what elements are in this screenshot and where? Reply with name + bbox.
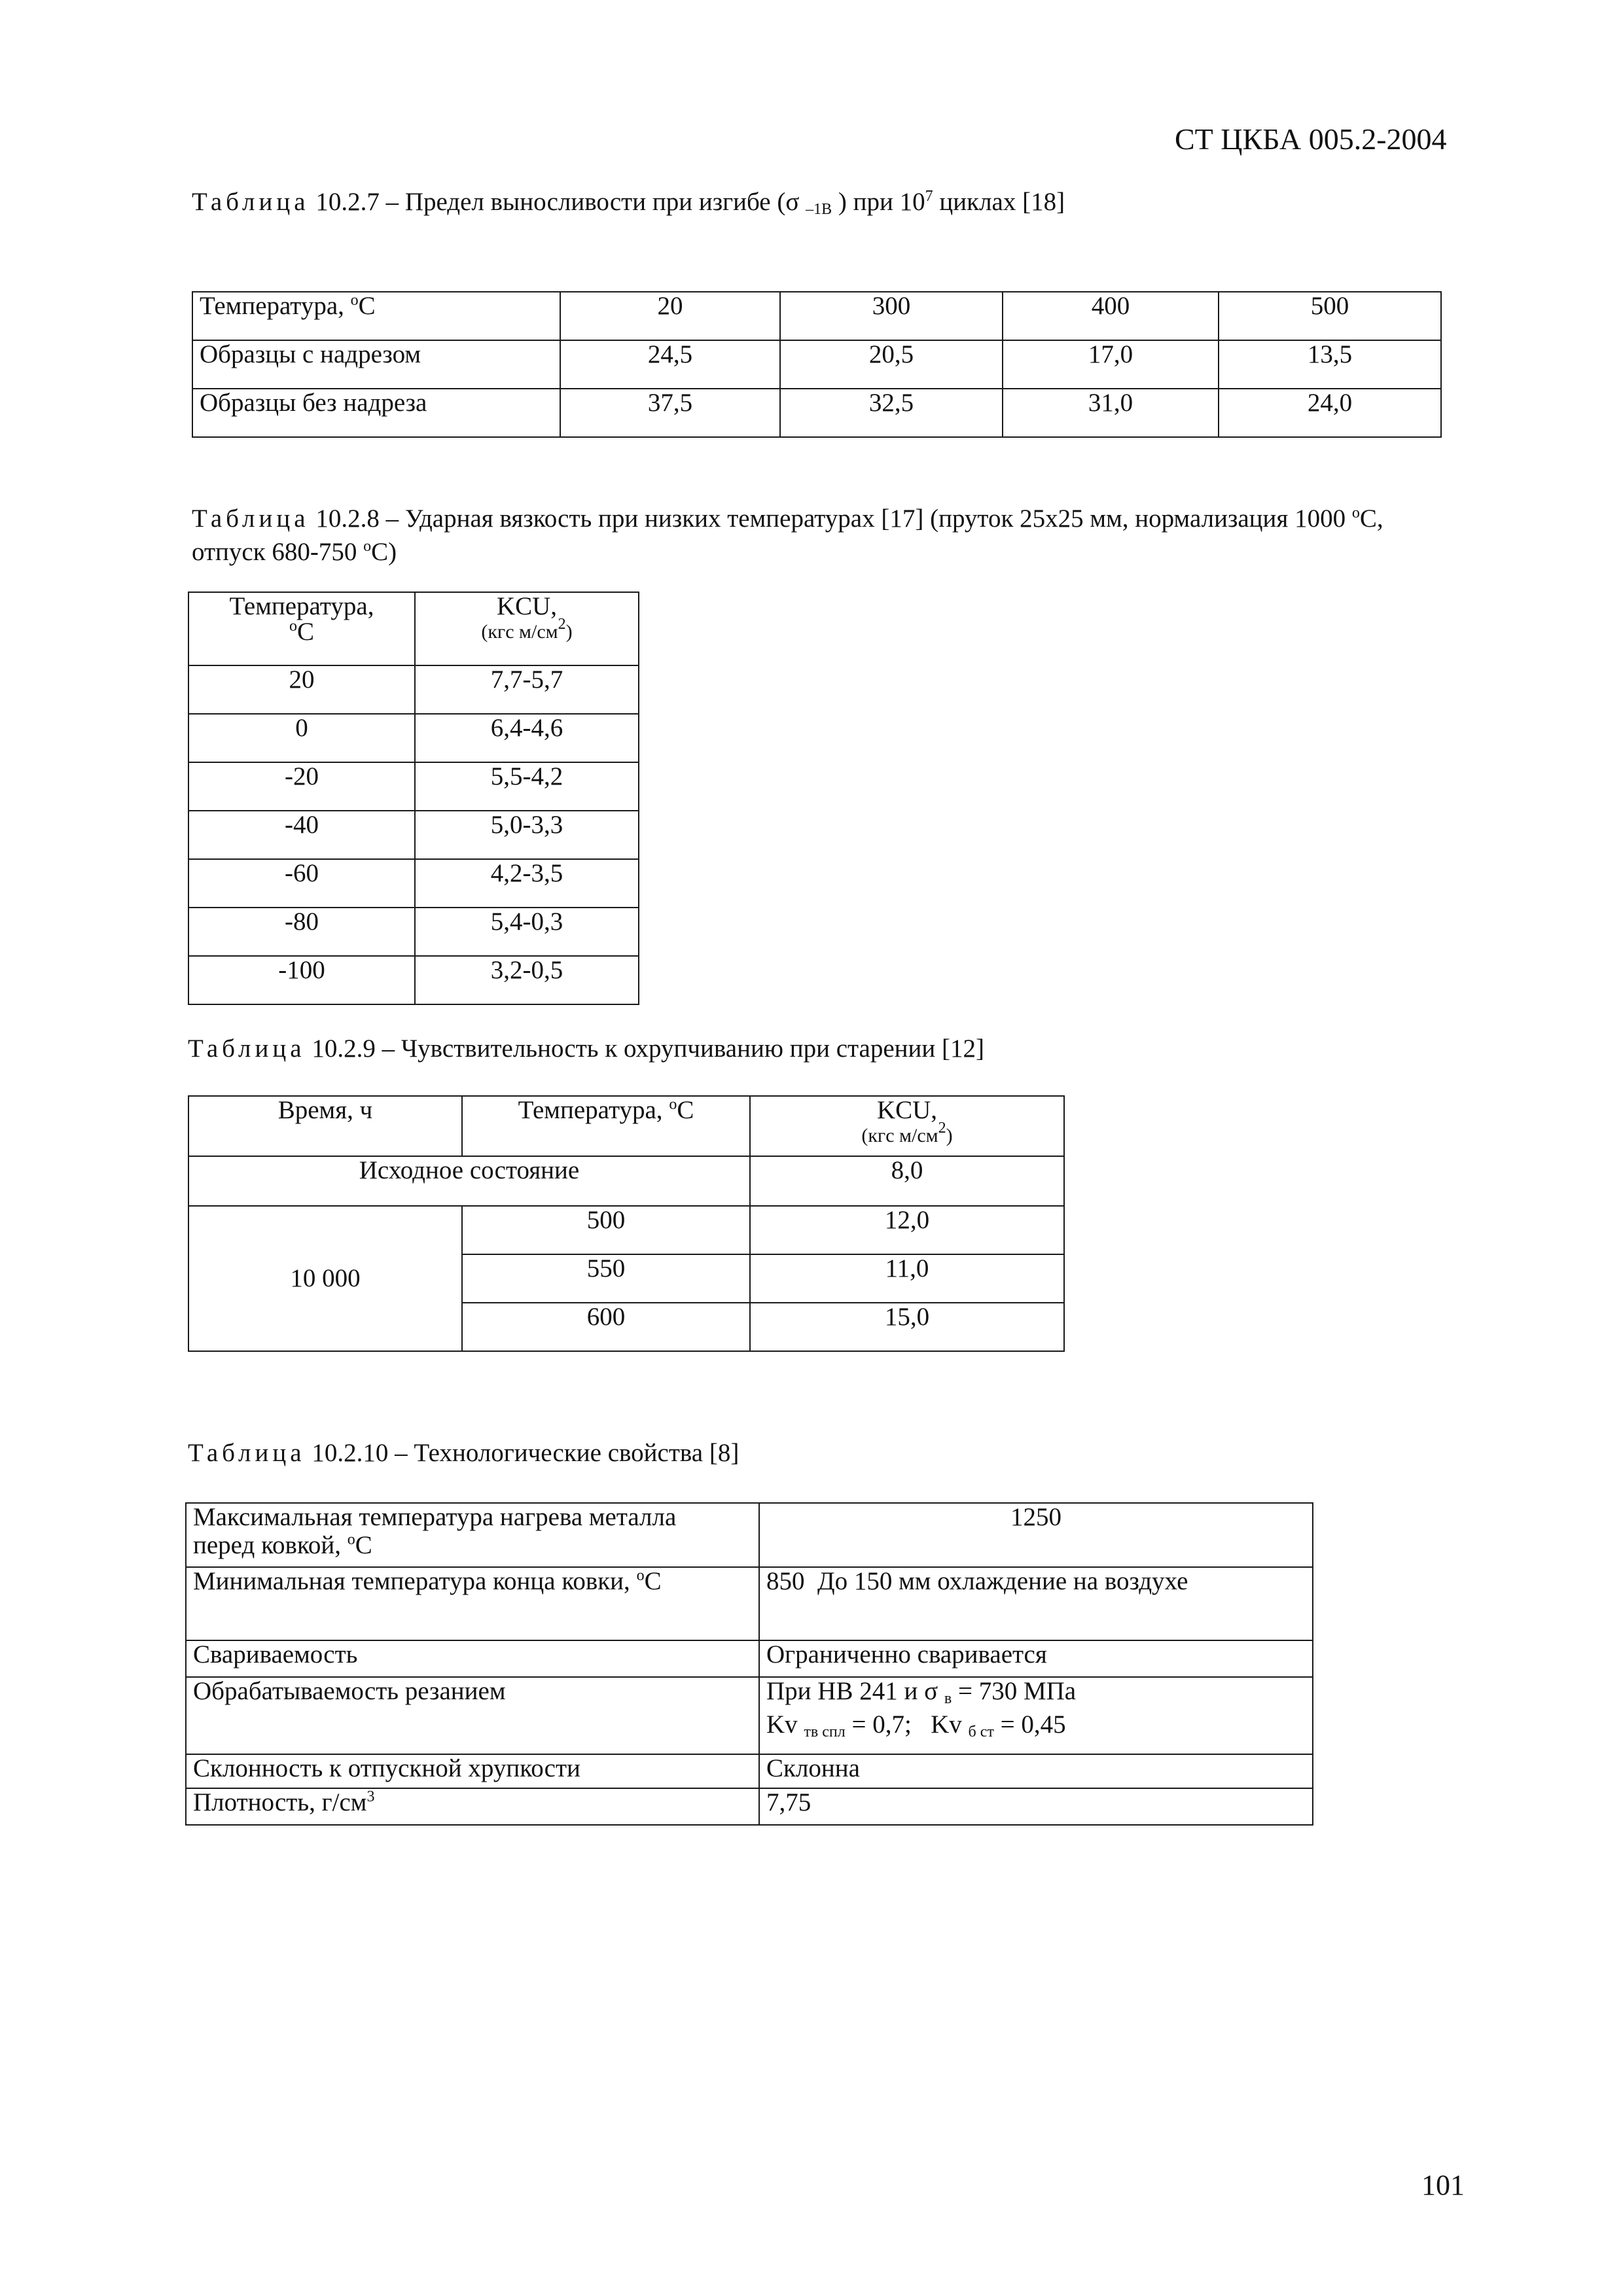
row-label-min-forging-temp: Минимальная температура конца ковки, $^o$C: [186, 1567, 759, 1640]
table-10-2-8-caption: Таблица 10.2.8 – Ударная вязкость при низких температурах [17] (пруток 25x25 мм, нормализация 1000 $^o$C, отпуск 680-750 $^o$C): [192, 504, 1383, 566]
table-cell: 5,0-3,3: [415, 811, 639, 859]
table-cell: 1250: [759, 1503, 1313, 1567]
table-10-2-7-caption: Таблица 10.2.7 – Предел выносливости при изгибе (σ $_{-1В}$ ) при $10^7$ циклах [18]: [192, 188, 1065, 218]
table-cell: 31,0: [1003, 389, 1219, 437]
table-row: [186, 1567, 1313, 1640]
row-label: Образцы без надреза: [192, 389, 560, 437]
header-cell: 400: [1003, 292, 1219, 340]
header-cell-temperature: Температура, $^o$C: [192, 292, 560, 340]
header-cell: 20: [560, 292, 780, 340]
table-cell: -40: [188, 811, 415, 859]
table-row: [186, 1503, 1313, 1567]
table-cell: 17,0: [1003, 340, 1219, 389]
table-cell: 550: [462, 1254, 750, 1303]
caption-word: Таблица: [192, 504, 310, 533]
table-cell: 6,4-4,6: [415, 714, 639, 762]
table-row: [188, 859, 639, 908]
table-10-2-10: [185, 1502, 1313, 1826]
header-cell-temperature: Температура, $^o$C: [188, 592, 415, 665]
row-label-temper-brittleness: Склонность к отпускной хрупкости: [186, 1754, 759, 1788]
row-label: Образцы с надрезом: [192, 340, 560, 389]
table-header-row: [188, 1096, 1064, 1156]
table-cell: -60: [188, 859, 415, 908]
table-cell: 11,0: [750, 1254, 1064, 1303]
table-cell: 32,5: [780, 389, 1003, 437]
table-cell: 5,4-0,3: [415, 908, 639, 956]
table-row: [188, 908, 639, 956]
table-header-row: [192, 292, 1441, 340]
table-cell: 20,5: [780, 340, 1003, 389]
table-row: [188, 956, 639, 1004]
table-header-row: [188, 592, 639, 665]
caption-word: Таблица: [188, 1439, 306, 1467]
table-10-2-9-caption: Таблица 10.2.9 – Чувствительность к охрупчиванию при старении [12]: [188, 1034, 985, 1063]
table-cell: 7,75: [759, 1788, 1313, 1825]
table-cell: 5,5-4,2: [415, 762, 639, 811]
initial-state-label: Исходное состояние: [188, 1156, 750, 1206]
table-cell: 4,2-3,5: [415, 859, 639, 908]
table-cell: 15,0: [750, 1303, 1064, 1351]
row-label-density: Плотность, $г/см^3$: [186, 1788, 759, 1825]
table-cell: 0: [188, 714, 415, 762]
table-cell: Склонна: [759, 1754, 1313, 1788]
table-cell: Ограниченно сваривается: [759, 1640, 1313, 1677]
header-cell-kcu: KCU, (кгс $м/см^2$): [415, 592, 639, 665]
header-cell-time: Время, ч: [188, 1096, 462, 1156]
table-cell: 13,5: [1219, 340, 1441, 389]
table-cell: 3,2-0,5: [415, 956, 639, 1004]
table-row: [188, 1206, 1064, 1254]
document-code: СТ ЦКБА 005.2-2004: [1175, 122, 1447, 156]
table-row-initial: [188, 1156, 1064, 1206]
table-cell: 37,5: [560, 389, 780, 437]
table-row: [188, 811, 639, 859]
table-cell: 850 До 150 мм охлаждение на воздухе: [759, 1567, 1313, 1640]
table-row: [188, 762, 639, 811]
row-label-max-forging-temp: Максимальная температура нагрева металла перед ковкой, $^o$C: [186, 1503, 759, 1567]
row-label-machinability: Обрабатываемость резанием: [186, 1677, 759, 1754]
table-10-2-7: [192, 291, 1442, 438]
table-row: [186, 1677, 1313, 1754]
table-cell: 500: [462, 1206, 750, 1254]
page-number: 101: [1421, 2169, 1465, 2201]
time-cell: 10 000: [188, 1206, 462, 1351]
table-10-2-9: [188, 1095, 1065, 1352]
header-cell-temperature: Температура, $^o$C: [462, 1096, 750, 1156]
table-row: [192, 340, 1441, 389]
table-cell: 7,7-5,7: [415, 665, 639, 714]
header-cell: 500: [1219, 292, 1441, 340]
table-cell: 20: [188, 665, 415, 714]
table-row: [186, 1754, 1313, 1788]
table-cell: 600: [462, 1303, 750, 1351]
table-row: [186, 1788, 1313, 1825]
header-cell-kcu: KCU, (кгс $м/см^2$): [750, 1096, 1064, 1156]
caption-word: Таблица: [192, 188, 310, 216]
table-cell: 24,0: [1219, 389, 1441, 437]
table-cell: -100: [188, 956, 415, 1004]
table-cell: -80: [188, 908, 415, 956]
header-cell: 300: [780, 292, 1003, 340]
table-row: [186, 1640, 1313, 1677]
table-cell: 24,5: [560, 340, 780, 389]
table-row: [188, 665, 639, 714]
table-cell-machinability: При НВ 241 и σ $_в$ = 730 МПа Kv $_{тв спл}$ = 0,7; Kv $_{б ст}$ = 0,45: [759, 1677, 1313, 1754]
table-10-2-8: [188, 592, 639, 1005]
table-row: [192, 389, 1441, 437]
table-cell: -20: [188, 762, 415, 811]
caption-word: Таблица: [188, 1034, 306, 1063]
table-cell: 12,0: [750, 1206, 1064, 1254]
table-cell: 8,0: [750, 1156, 1064, 1206]
table-row: [188, 714, 639, 762]
row-label-weldability: Свариваемость: [186, 1640, 759, 1677]
table-10-2-10-caption: Таблица 10.2.10 – Технологические свойства [8]: [188, 1439, 740, 1467]
